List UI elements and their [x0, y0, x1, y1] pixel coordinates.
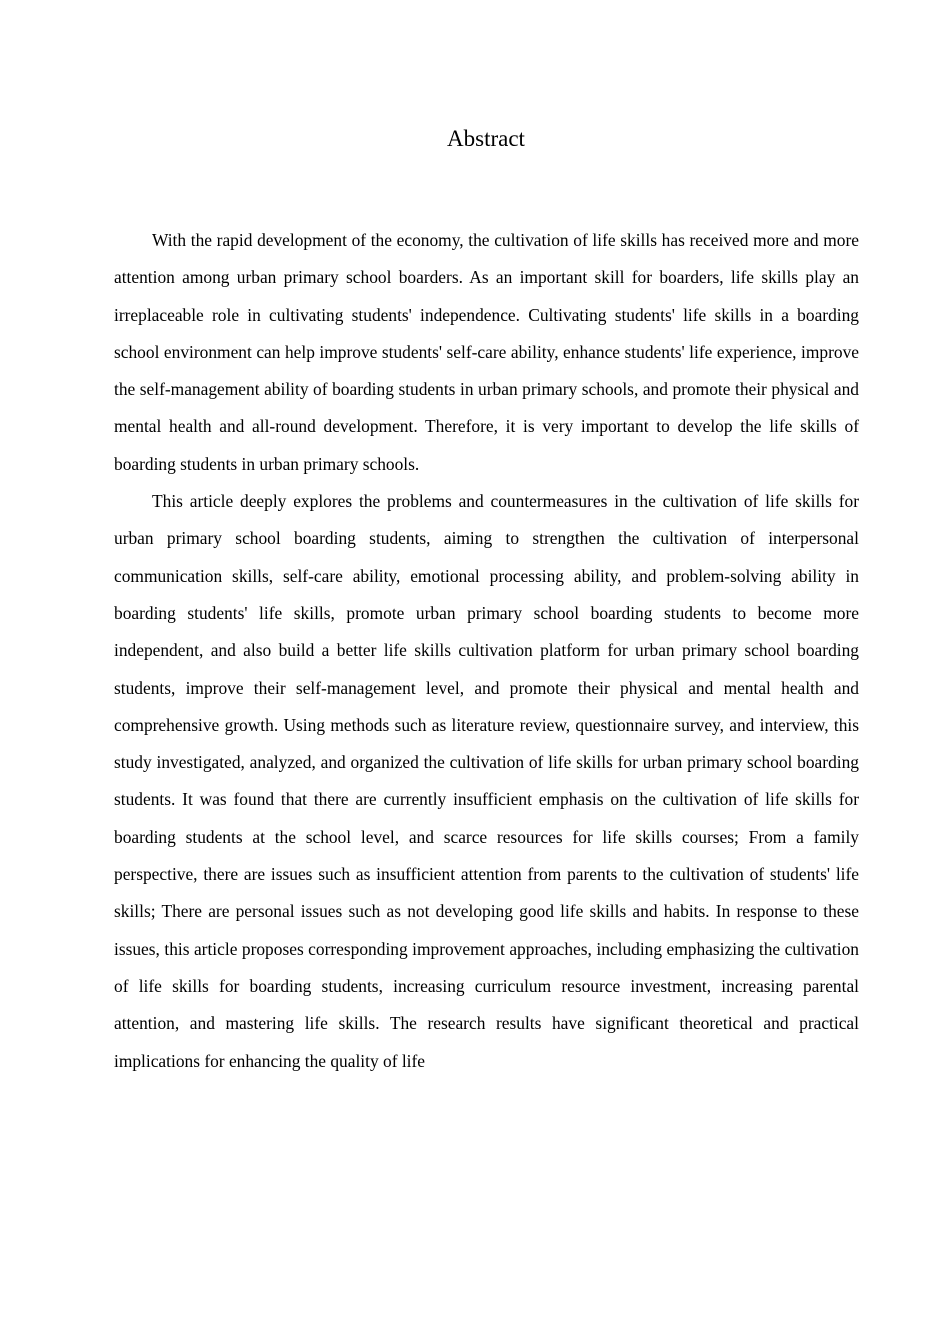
page-title: Abstract [447, 126, 525, 151]
abstract-paragraph-2: This article deeply explores the problems and countermeasures in the cultivation of life skills for urban primary school boarding students, aiming to strengthen the cultivation of interpersonal communication skills, self-care ability, emotional processing ability, and problem-solving ability in boarding students' life skills, promote urban primary school boarding students to become more independent, and also build a better life skills cultivation platform for urban primary school boarding students, improve their self-management level, and promote their physical and mental health and comprehensive growth. Using methods such as literature review, questionnaire survey, and interview, this study investigated, analyzed, and organized the cultivation of life skills for urban primary school boarding students. It was found that there are currently insufficient emphasis on the cultivation of life skills for boarding students at the school level, and scarce resources for life skills courses; From a family perspective, there are issues such as insufficient attention from parents to the cultivation of students' life skills; There are personal issues such as not developing good life skills and habits. In response to these issues, this article proposes corresponding improvement approaches, including emphasizing the cultivation of life skills for boarding students, increasing curriculum resource investment, increasing parental attention, and mastering life skills. The research results have significant theoretical and practical implications for enhancing the quality of life [114, 491, 859, 1071]
abstract-paragraph-1: With the rapid development of the economy, the cultivation of life skills has received more and more attention among urban primary school boarders. As an important skill for boarders, life skills play an irreplaceable role in cultivating students' independence. Cultivating students' life skills in a boarding school environment can help improve students' self-care ability, enhance students' life experience, improve the self-management ability of boarding students in urban primary schools, and promote their physical and mental health and all-round development. Therefore, it is very important to develop the life skills of boarding students in urban primary schools. [114, 230, 859, 474]
abstract-body [114, 222, 859, 1080]
